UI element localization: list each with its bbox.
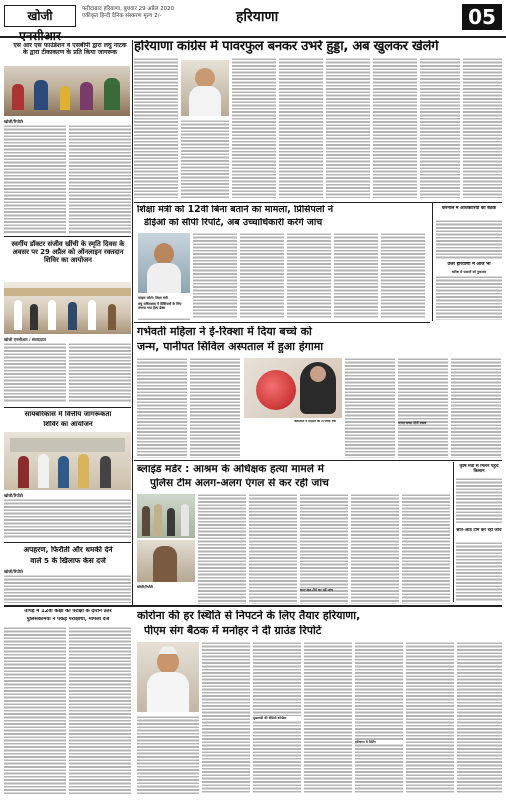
right-col-body-3 — [456, 478, 502, 524]
divider — [134, 202, 502, 203]
story4-body — [4, 343, 66, 403]
story6-headline-line2: जन्म, पानीपत सिविल अस्पताल में हुआ हंगामा — [137, 341, 324, 353]
story10-headline-line2: पीएम संग बैठक में मनोहर ने दी ग्राउंड रिपोर्ट — [144, 625, 322, 637]
story2-body-col7 — [420, 58, 460, 198]
story3-body-col4 — [334, 233, 378, 319]
story1-headline: एस आर एस फाउंडेशन व एसबीपी द्वारा लघु नाटक के द्वारा टीकाकरण के प्रति किया जागरूक — [13, 42, 127, 57]
right-col-headline-2: उत्तर हरियाणा में आज भी — [447, 262, 491, 267]
story7-body-col1 — [198, 494, 246, 604]
story3-body-col2 — [240, 233, 284, 319]
story10-photo — [137, 642, 199, 712]
story10-body-col5 — [406, 642, 454, 794]
story2-body-col8 — [463, 58, 502, 198]
story10-body-col3 — [304, 642, 352, 794]
divider — [134, 322, 430, 323]
dateline-line-2: एकीकृत हिन्दी दैनिक संस्करण मूल्य 2/- — [82, 13, 162, 19]
story7-body-col4 — [351, 494, 399, 604]
story4-byline: खोजी एनसीआर / संवाददाता — [4, 337, 47, 342]
story1-photo — [4, 66, 130, 116]
story1-byline: खोजी/रिपोर्टर — [4, 119, 24, 124]
story3-headline-line1: शिक्षा मंत्री को 12वीं बिना बताने का मामला, प्रिंसिपलों ने — [137, 205, 334, 215]
story6-headline-line1: गर्भवती महिला ने ई-रिक्शा में दिया बच्चे को — [137, 326, 312, 338]
story5-headline-line1: सायबरिकास में वित्तीय जागरूकता — [24, 411, 112, 418]
story7-subhead: सात-आठ टीमें कर रहीं जांच — [300, 588, 333, 592]
story10-body-col4 — [355, 642, 403, 794]
story10-subhead-2: हरियाणा में टेस्टिंग — [355, 740, 403, 744]
story6-body-col4 — [398, 358, 448, 458]
story2-body-col4 — [279, 58, 323, 198]
story10-headline-line1: कोरोना की हर स्थिति से निपटने के लिए तैयार हरियाणा, — [137, 610, 361, 622]
story2-body-col3 — [232, 58, 276, 198]
right-col-headline-3: कृषि मंत्री से मिलने पहुंचे किसान — [459, 464, 499, 475]
divider — [4, 542, 131, 543]
dateline-line-1: फरीदाबाद हरियाणा, बुधवार 29 अप्रैल 2020 — [82, 6, 175, 12]
story8-headline-line1: अपहरण, फिरौती और धमकी देने — [23, 546, 113, 554]
story9-body — [4, 627, 66, 795]
story7-photo-2 — [137, 540, 195, 582]
story3-body-col5 — [381, 233, 425, 319]
story7-headline-line1: ब्लाइंड मर्डर : आश्रम के अधिक्षक हत्या मामले में — [137, 464, 324, 475]
story9-body-col2 — [69, 627, 131, 795]
story4-photo — [4, 282, 131, 334]
story8-headline-line2: वाले 5 के खिलाफ केस दर्ज — [30, 557, 106, 565]
divider — [453, 462, 454, 602]
story2-photo — [181, 60, 229, 116]
story4-body-col2 — [69, 343, 131, 403]
story3-body-col0 — [138, 318, 190, 320]
right-col-body-1 — [436, 220, 502, 260]
right-col-body-4 — [456, 542, 502, 602]
story6-photo — [244, 358, 342, 418]
story5-byline: खोजी/रिपोर्टर — [4, 493, 24, 498]
story1-body-col2 — [69, 125, 131, 233]
right-col-subhead: बारिश से फसलों को नुकसान — [451, 270, 487, 274]
story7-byline: खोजी/रिपोर्टर — [137, 585, 154, 589]
story8-body — [4, 575, 131, 603]
story1-body — [4, 125, 66, 233]
story2-body-col6 — [373, 58, 417, 198]
story7-photo — [137, 494, 195, 538]
story6-body-col5 — [451, 358, 501, 458]
story3-subhead-1: लघु सचिवालय में प्रिंसिपलों के लिए लगाया गया हेल्प डेस्क — [138, 302, 182, 310]
story2-headline: हरियाणा कांग्रेस में पावरफुल बनकर उभरे हुड्डा, अब खुलकर खेलेंगे — [134, 40, 439, 54]
story4-headline: स्वर्गीय डॉक्टर संजीव खींची के स्मृति दिवस के अवसर पर 29 अप्रैल को ऑनलाइन रक्तदान शिविर का आयोजन — [11, 240, 125, 265]
story2-body-col2 — [181, 120, 229, 198]
divider — [134, 460, 502, 461]
story5-headline-line2: शिविर का आयोजन — [43, 421, 93, 428]
story10-subhead-1: मुख्यमंत्री की वीडियो कॉन्फ्रेंस — [253, 716, 301, 720]
story3-caption: फाइल फोटो: शिक्षा मंत्री — [138, 296, 168, 300]
story7-headline-line2: पुलिस टीम अलग-अलग एंगल से कर रही जांच — [150, 478, 329, 489]
story3-body-col1 — [193, 233, 237, 319]
dateline — [82, 6, 232, 20]
divider — [4, 407, 131, 408]
right-col-headline-4: सात-आठ टीमें कर रहीं जांच — [456, 528, 502, 533]
story6-caption: अस्पताल में महिला को ले जाया गया — [294, 420, 337, 423]
story6-subhead: जच्चा-बच्चा दोनों स्वस्थ — [398, 421, 427, 425]
story10-body-col6 — [457, 642, 502, 794]
story3-headline-line2: डीईओ को सौंपी रिपोर्ट, अब उच्चाधिकारी करेंगे जांच — [144, 218, 323, 228]
story2-body-col1 — [134, 58, 178, 198]
story8-byline: खोजी/रिपोर्टर — [4, 569, 24, 574]
story10-body-col1 — [202, 642, 250, 794]
divider — [132, 40, 133, 605]
story3-photo — [138, 233, 190, 293]
right-col-headline-1: करनाल में अधिकारियों की बैठक — [441, 206, 497, 211]
divider — [4, 236, 131, 237]
story9-headline-line2: पुलिसकर्मियों ने पकड़े परीक्षार्थी, मामला दर्ज — [26, 617, 110, 622]
story7-body-col2 — [249, 494, 297, 604]
divider — [4, 605, 502, 607]
page-number: 05 — [462, 4, 502, 30]
divider — [432, 203, 433, 321]
right-col-body-2 — [436, 276, 502, 320]
story5-photo — [4, 432, 131, 490]
story7-body-col5 — [402, 494, 450, 604]
story6-body-col2 — [190, 358, 240, 458]
story5-body — [4, 499, 131, 539]
masthead — [0, 0, 506, 43]
story6-body-col3 — [345, 358, 395, 458]
story6-body-col1 — [137, 358, 187, 458]
newspaper-logo: खोजी एनसीआर — [4, 5, 76, 27]
story2-body-col5 — [326, 58, 370, 198]
story9-headline-line1: तापड़ में 12वीं कक्षा की परीक्षा के दौरान उतर — [24, 609, 112, 614]
story10-body-col0 — [137, 716, 199, 794]
section-title: हरियाणा — [236, 9, 279, 25]
story3-body-col3 — [287, 233, 331, 319]
